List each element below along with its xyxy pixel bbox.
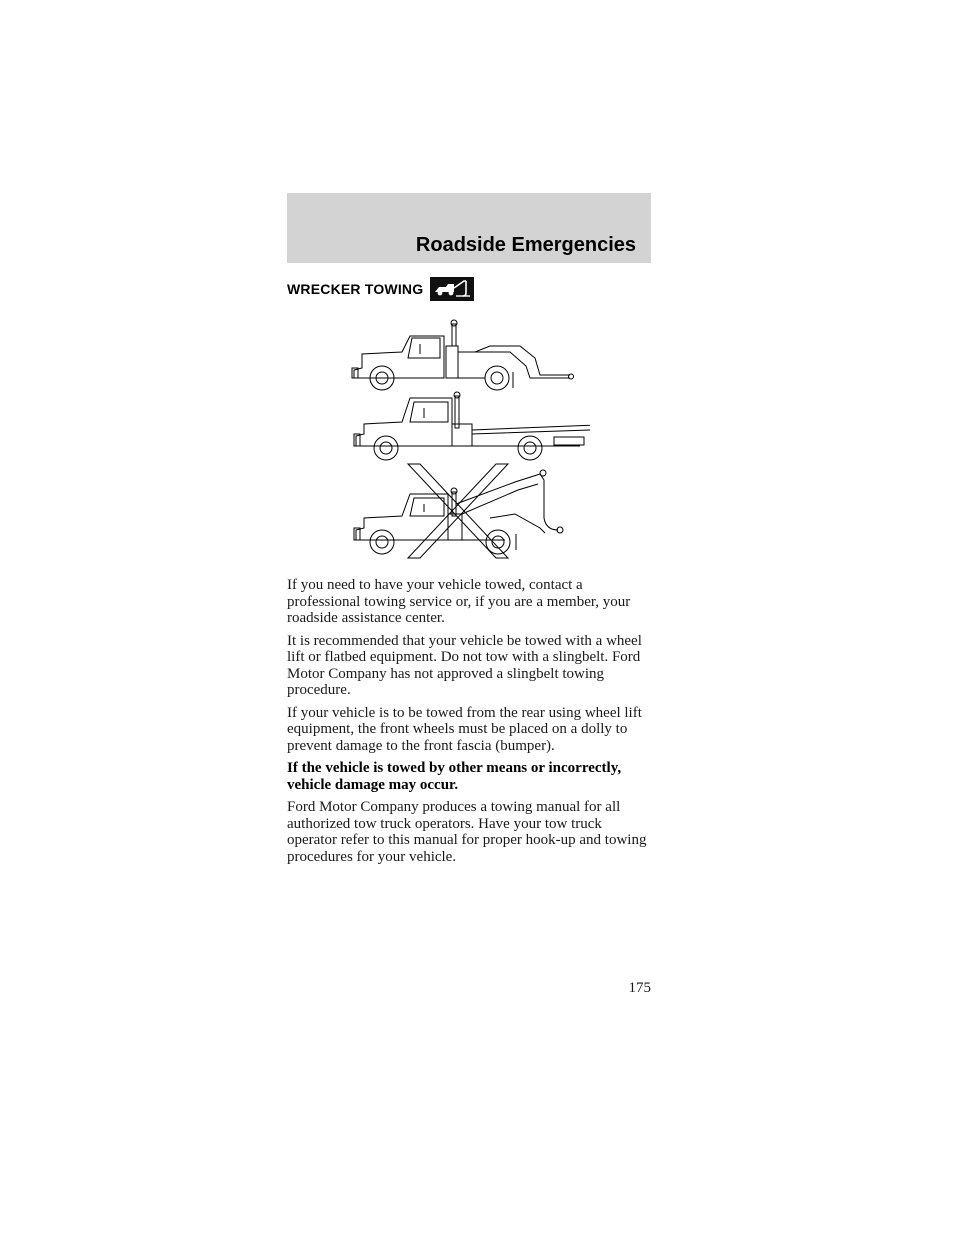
slingbelt-truck bbox=[354, 464, 563, 558]
tow-truck-icon bbox=[430, 277, 474, 301]
flatbed-truck bbox=[354, 392, 590, 460]
paragraph-contact-towing: If you need to have your vehicle towed, contact a professional towing service or, if you are a member, your roadside assistance center. bbox=[287, 577, 631, 626]
section-heading-text: WRECKER TOWING bbox=[287, 281, 424, 297]
paragraph-rear-towing: If your vehicle is to be towed from the rear using wheel lift equipment, the front wheels must be placed on a dolly to prevent damage to the front fascia (bumper). bbox=[287, 704, 642, 754]
page-title: Roadside Emergencies bbox=[415, 234, 636, 256]
paragraph-damage-warning: If the vehicle is towed by other means or incorrectly, vehicle damage may occur. bbox=[287, 760, 622, 793]
page-number: 175 bbox=[628, 980, 651, 996]
body-text bbox=[287, 577, 653, 871]
section-header-band bbox=[287, 193, 651, 263]
wheel-lift-truck bbox=[352, 320, 574, 390]
towing-methods-illustration bbox=[340, 318, 590, 568]
section-heading bbox=[287, 277, 474, 301]
paragraph-towing-manual: Ford Motor Company produces a towing manual for all authorized tow truck operators. Have your tow truck operator refer to this manual for proper hook-up and towing procedures for your vehicle. bbox=[287, 799, 647, 865]
prohibited-x-mark bbox=[408, 464, 508, 558]
paragraph-recommended-method: It is recommended that your vehicle be towed with a wheel lift or flatbed equipment. Do not tow with a slingbelt. Ford Motor Company has not approved a slingbelt towing procedure. bbox=[287, 632, 642, 698]
